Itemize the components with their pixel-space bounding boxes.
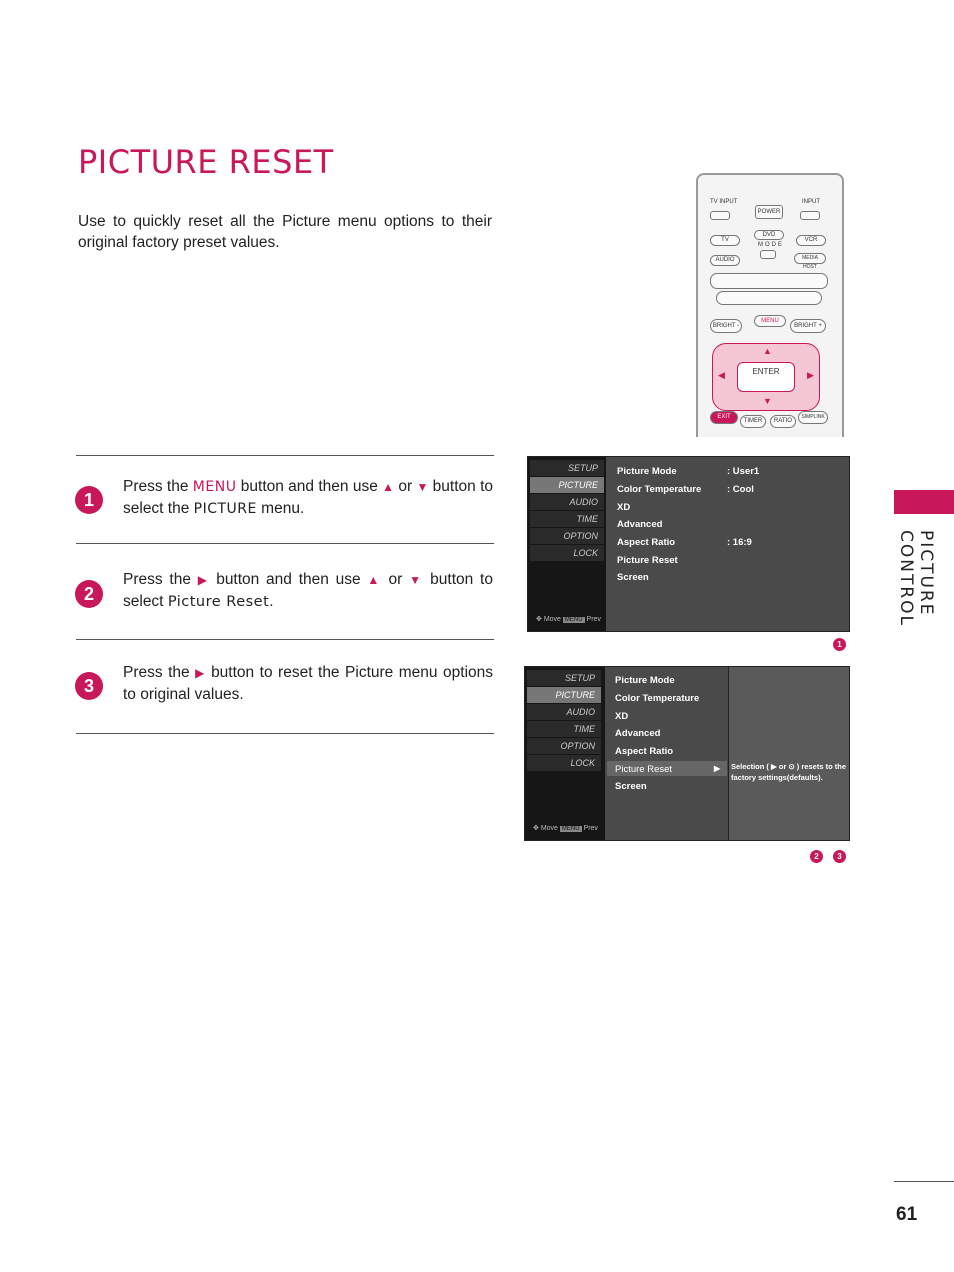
- up-arrow-icon: ▲: [382, 480, 395, 494]
- osd-1-menu-setup: SETUP: [530, 460, 604, 476]
- osd-2-right-arrow-icon: ▶: [714, 764, 721, 773]
- move-icon: ✥: [536, 616, 542, 623]
- step-1-text: Press the MENU button and then use ▲ or ▼ button to select the PICTURE menu.: [123, 478, 493, 517]
- remote-ratio-button: RATIO: [770, 415, 796, 428]
- intro-text: Use to quickly reset all the Picture menu options to their original factory preset values.: [78, 213, 492, 251]
- remote-down-arrow-icon: ▼: [763, 396, 772, 406]
- remote-audio-button: AUDIO: [710, 255, 740, 266]
- remote-up-arrow-icon: ▲: [763, 346, 772, 356]
- step-number-3: 3: [75, 672, 103, 700]
- remote-left-arrow-icon: ◀: [718, 370, 725, 380]
- remote-dvd-button: DVD: [754, 230, 784, 240]
- remote-media-host-button: MEDIA HOST: [794, 253, 826, 264]
- remote-power-button: POWER: [755, 205, 783, 219]
- osd-2-menu-lock: LOCK: [527, 755, 601, 771]
- osd-2-menu-option: OPTION: [527, 738, 601, 754]
- right-arrow-icon: ▶: [195, 666, 206, 680]
- remote-mode-button: [760, 250, 776, 259]
- osd-1-row-value: : Cool: [727, 484, 754, 495]
- osd-1-sidebar: [528, 457, 606, 631]
- section-label: PICTURE CONTROL: [896, 530, 936, 628]
- osd-screen-2: [524, 666, 850, 841]
- osd-2-menu-setup: SETUP: [527, 670, 601, 686]
- remote-control-illustration: [696, 173, 844, 437]
- step-3-text: Press the ▶ button to reset the Picture menu options to original values.: [123, 664, 494, 703]
- section-tab: [894, 490, 954, 514]
- osd-2-row-label: Color Temperature: [615, 693, 700, 704]
- osd-2-row-label: XD: [615, 711, 629, 722]
- osd-2-row-label: Aspect Ratio: [615, 746, 674, 757]
- remote-navigation-pad: [712, 343, 820, 411]
- remote-bright-plus-button: BRIGHT +: [790, 319, 826, 333]
- remote-label-tv-input: TV INPUT: [710, 199, 738, 205]
- remote-transport-row-2: [716, 291, 822, 305]
- osd-1-row-label: XD: [617, 502, 631, 513]
- osd-2-info-panel: [729, 667, 849, 840]
- page-number: 61: [896, 1204, 918, 1225]
- remote-transport-row-1: [710, 273, 828, 289]
- osd-1-footer: ✥ Move MENU Prev: [536, 616, 601, 623]
- step-divider: [76, 543, 494, 544]
- down-arrow-icon: ▼: [416, 480, 429, 494]
- osd-1-menu-time: TIME: [530, 511, 604, 527]
- osd-1-row-label: Screen: [617, 572, 649, 583]
- step-2-text: Press the ▶ button and then use ▲ or ▼ button to select Picture Reset.: [123, 571, 493, 610]
- osd-1-row-label: Advanced: [617, 519, 663, 530]
- osd-1-menu-picture: PICTURE: [530, 477, 604, 493]
- step-divider: [76, 455, 494, 456]
- move-icon: ✥: [533, 825, 539, 832]
- remote-label-input: INPUT: [802, 199, 820, 205]
- remote-tv-input-button: [710, 211, 730, 220]
- remote-mode-label: MODE: [758, 242, 784, 248]
- right-arrow-icon: ▶: [197, 573, 210, 587]
- osd-2-menu-time: TIME: [527, 721, 601, 737]
- osd-2-footer: ✥ Move MENU Prev: [533, 825, 598, 832]
- page-title: PICTURE RESET: [78, 143, 334, 181]
- remote-vcr-button: VCR: [796, 235, 826, 246]
- osd-1-menu-audio: AUDIO: [530, 494, 604, 510]
- menu-keyword: MENU: [192, 479, 237, 495]
- step-number-1: 1: [75, 486, 103, 514]
- step-badge-3: 3: [833, 850, 846, 863]
- osd-screen-1: [527, 456, 850, 632]
- remote-input-button: [800, 211, 820, 220]
- osd-1-row-label: Picture Mode: [617, 466, 677, 477]
- osd-1-menu-lock: LOCK: [530, 545, 604, 561]
- osd-1-row-value: : User1: [727, 466, 760, 477]
- osd-2-row-label: Picture Mode: [615, 675, 675, 686]
- osd-1-row-label: Color Temperature: [617, 484, 702, 495]
- osd-1-row-label: Aspect Ratio: [617, 537, 676, 548]
- osd-2-row-label: Screen: [615, 781, 647, 792]
- remote-menu-button: MENU: [754, 315, 786, 327]
- remote-tv-button: TV: [710, 235, 740, 246]
- remote-timer-button: TIMER: [740, 415, 766, 428]
- osd-2-row-selected: Picture Reset: [615, 764, 673, 775]
- picture-reset-keyword: Picture Reset: [167, 594, 270, 610]
- page-number-rule: [894, 1181, 954, 1182]
- picture-keyword: PICTURE: [193, 501, 257, 517]
- step-badge-2: 2: [810, 850, 823, 863]
- step-number-2: 2: [75, 580, 103, 608]
- step-divider: [76, 639, 494, 640]
- osd-1-row-value: : 16:9: [727, 537, 752, 548]
- step-badge-1: 1: [833, 638, 846, 651]
- osd-1-row-label: Picture Reset: [617, 555, 678, 566]
- step-divider: [76, 733, 494, 734]
- osd-1-menu-option: OPTION: [530, 528, 604, 544]
- remote-simplink-button: SIMPLINK: [798, 411, 828, 424]
- remote-enter-button: ENTER: [737, 362, 795, 392]
- remote-exit-button: EXIT: [710, 411, 738, 424]
- up-arrow-icon: ▲: [367, 573, 382, 587]
- osd-2-menu-audio: AUDIO: [527, 704, 601, 720]
- osd-2-sidebar: [525, 667, 605, 840]
- down-arrow-icon: ▼: [409, 573, 424, 587]
- remote-bright-minus-button: BRIGHT -: [710, 319, 742, 333]
- osd-2-menu-picture: PICTURE: [527, 687, 601, 703]
- remote-right-arrow-icon: ▶: [807, 370, 814, 380]
- osd-2-info-text: Selection ( ▶ or ⊙ ) resets to the factory settings(defaults).: [731, 762, 846, 782]
- osd-2-row-label: Advanced: [615, 728, 661, 739]
